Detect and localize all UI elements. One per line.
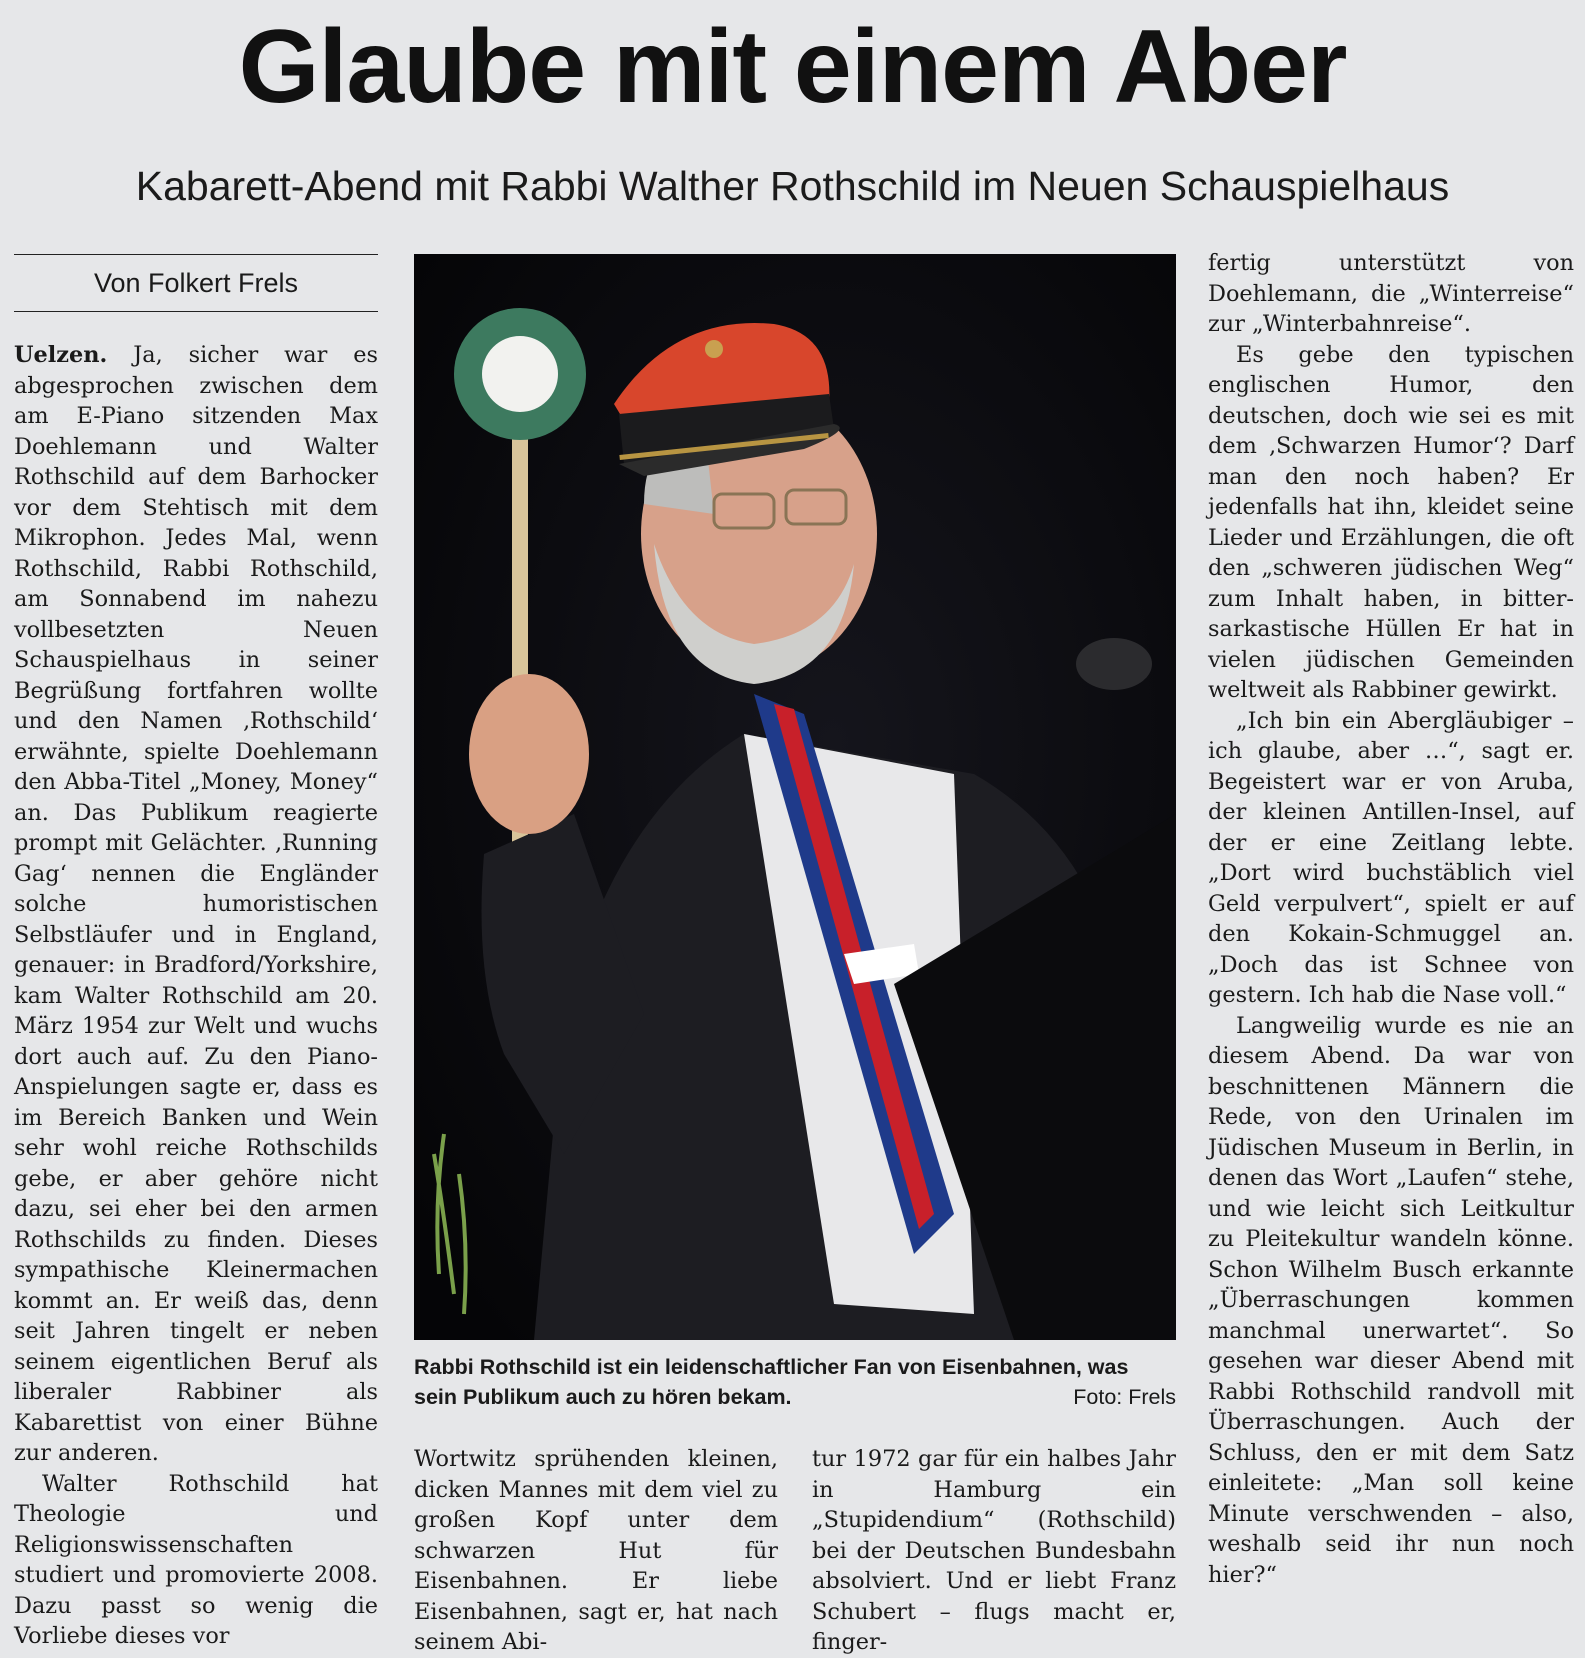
article-column-4 [1208,248,1574,1590]
paragraph: Langweilig wurde es nie an diesem Abend. Da war von beschnittenen Männern die Rede, von den Urinalen im Jüdischen Museum in Berlin, in denen das Wort „Laufen“ stehe, und wie leicht sich Leitkultur zu Pleitekultur wandeln könne. Schon Wilhelm Busch erkannte „Überraschungen kommen manchmal unerwartet“. So gesehen war dieser Abend mit Rabbi Rothschild randvoll mit Überraschungen. Auch der Schluss, den er mit dem Satz einleitete: „Man soll keine Minute verschwenden – also, weshalb seid ihr nun noch hier?“ [1208,1012,1574,1588]
paragraph: Es gebe den typischen englischen Humor, den deutschen, doch wie sei es mit dem ‚Schwarzen Humor‘? Darf man den noch haben? Er jedenfalls hat ihn, kleidet seine Lieder und Erzählungen, die oft den „schweren jüdischen Weg“ zum Inhalt haben, in bitter-sarkastische Hüllen Er hat in vielen jüdischen Gemeinden weltweit als Rabbiner gewirkt. [1208,341,1574,703]
photo-caption [414,1352,1176,1412]
paragraph-text: Ja, sicher war es abgesprochen zwischen dem am E-Piano sitzenden Max Doehlemann und Walter Rothschild auf dem Barhocker vor dem Stehtisch mit dem Mikrophon. Jedes Mal, wenn Rothschild, Rabbi Rothschild, am Sonnabend im nahezu vollbesetzten Neuen Schauspielhaus in seiner Begrüßung fortfahren wollte und den Namen ‚Rothschild‘ erwähnte, spielte Doehlemann den Abba-Titel „Money, Money“ an. Das Publikum reagierte prompt mit Gelächter. ‚Running Gag‘ nennen die Engländer solche humoristischen Selbstläufer und in England, genauer: in Bradford/Yorkshire, kam Walter Rothschild am 20. März 1954 zur Welt und wuchs dort auch auf. Zu den Piano-Anspielungen sagte er, dass es im Bereich Banken und Wein sehr wohl reiche Rothschilds gebe, er aber gehöre nicht dazu, sei eher bei den armen Rothschilds zu finden. Dieses sympathische Kleinermachen kommt an. Er weiß das, denn seit Jahren tingelt er neben seinem eigentlichen Beruf als liberaler Rabbiner als Kabarettist von einer Bühne zur anderen. [14,342,378,1466]
paragraph: „Ich bin ein Abergläubiger – ich glaube, aber …“, sagt er. Begeistert war er von Aruba, der kleinen Antillen-Insel, auf der er eine Zeitlang lebte. „Dort wird buchstäblich viel Geld verpulvert“, spielt er auf den Kokain-Schmuggel an. „Doch das ist Schnee von gestern. Ich hab die Nase voll.“ [1208,707,1574,1008]
article-column-3 [812,1444,1176,1658]
paragraph: tur 1972 gar für ein halbes Jahr in Hamburg ein „Stupidendium“ (Rothschild) bei der Deutschen Bundesbahn absolviert. Und er liebt Franz Schubert – flugs macht er, finger- [812,1446,1176,1655]
paragraph: fertig unterstützt von Doehlemann, die „Winterreise“ zur „Winterbahnreise“. [1208,250,1574,337]
headline: Glaube mit einem Aber [238,9,1347,125]
caption-text: Rabbi Rothschild ist ein leidenschaftlicher Fan von Eisenbahnen, was sein Publikum auch zu hören bekam. [414,1355,1129,1409]
paragraph: Wortwitz sprühenden kleinen, dicken Mannes mit dem viel zu großen Kopf unter dem schwarzen Hut für Eisenbahnen. Er liebe Eisenbahnen, sagt er, hat nach seinem Abi- [414,1446,778,1655]
paragraph: Walter Rothschild hat Theologie und Religionswissenschaften studiert und promovierte 2008. Dazu passt so wenig die Vorliebe dieses vor [14,1470,378,1649]
article-column-1 [14,340,378,1652]
paragraph [14,340,378,1469]
microphone [1076,638,1152,690]
photo-credit: Foto: Frels [1073,1385,1176,1409]
dateline: Uelzen. [14,342,108,368]
article-photo [414,254,1176,1340]
byline: Von Folkert Frels [14,254,378,312]
article-column-2 [414,1444,778,1658]
hand [469,674,589,834]
subtitle: Kabarett-Abend mit Rabbi Walther Rothschild im Neuen Schauspielhaus [135,163,1450,209]
photo-illustration [414,254,1176,1340]
